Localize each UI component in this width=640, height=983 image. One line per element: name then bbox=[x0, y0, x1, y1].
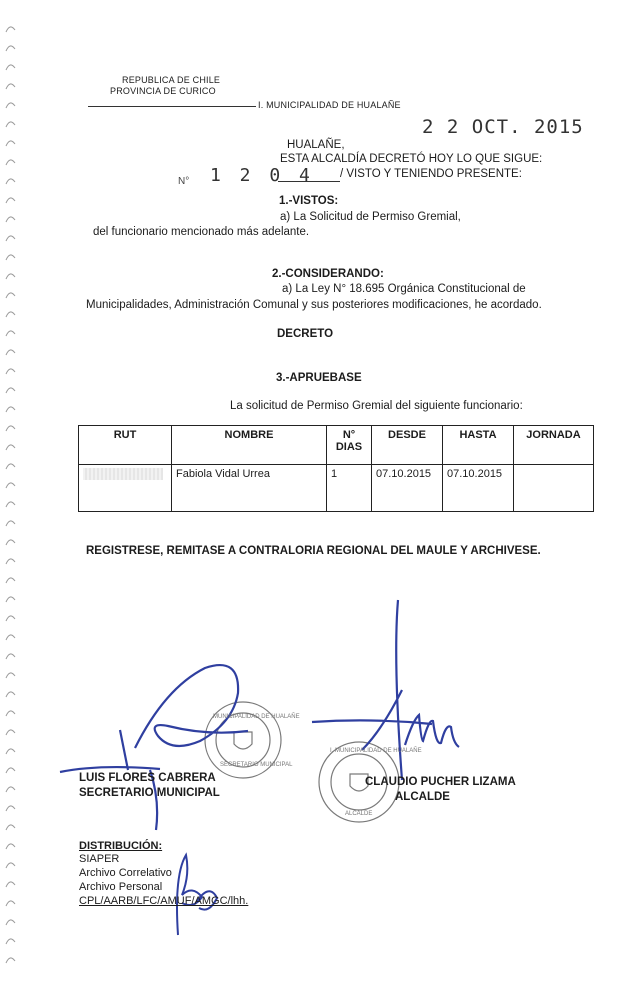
vistos-text-a: a) La Solicitud de Permiso Gremial, bbox=[280, 211, 461, 223]
right-seal-top-text: I. MUNICIPALIDAD DE HUALAÑE bbox=[330, 748, 422, 754]
considerando-text-a: a) La Ley N° 18.695 Orgánica Constitucional de bbox=[282, 283, 526, 295]
left-signatory-name: LUIS FLORES CABRERA bbox=[79, 772, 216, 784]
visto-line: / VISTO Y TENIENDO PRESENTE: bbox=[340, 168, 522, 180]
cell-dias: 1 bbox=[327, 465, 372, 512]
considerando-text-b: Municipalidades, Administración Comunal y sus posteriores modificaciones, he acordado. bbox=[86, 299, 542, 311]
header-municipality: I. MUNICIPALIDAD DE HUALAÑE bbox=[258, 100, 401, 110]
date-stamp: 2 2 OCT. 2015 bbox=[422, 116, 584, 138]
left-signature bbox=[60, 665, 248, 830]
distribution-item: CPL/AARB/LFC/AMUF/AMGC/lhh. bbox=[79, 895, 249, 907]
header-province: PROVINCIA DE CURICO bbox=[110, 86, 216, 96]
right-seal-bottom-text: ALCALDE bbox=[345, 811, 373, 817]
col-header-rut: RUT bbox=[79, 426, 172, 465]
cell-nombre: Fabiola Vidal Urrea bbox=[172, 465, 327, 512]
left-seal-top-text: MUNICIPALIDAD DE HUALAÑE bbox=[213, 714, 300, 720]
vistos-heading: 1.-VISTOS: bbox=[279, 195, 339, 207]
decree-number: 1 2 0 4 bbox=[210, 165, 314, 186]
apruebase-heading: 3.-APRUEBASE bbox=[276, 372, 362, 384]
distribution-item: SIAPER bbox=[79, 853, 120, 865]
closing-statement: REGISTRESE, REMITASE A CONTRALORIA REGIONAL DEL MAULE Y ARCHIVESE. bbox=[86, 545, 541, 557]
vistos-text-b: del funcionario mencionado más adelante. bbox=[93, 226, 310, 238]
right-signatory-title: ALCALDE bbox=[395, 791, 450, 803]
distribution-title: DISTRIBUCIÓN: bbox=[79, 840, 163, 852]
header-republic: REPUBLICA DE CHILE bbox=[122, 75, 221, 85]
left-signatory-title: SECRETARIO MUNICIPAL bbox=[79, 787, 220, 799]
col-header-jornada: JORNADA bbox=[514, 426, 594, 465]
distribution-item: Archivo Correlativo bbox=[79, 867, 172, 879]
col-header-nombre: NOMBRE bbox=[172, 426, 327, 465]
decree-intro: ESTA ALCALDÍA DECRETÓ HOY LO QUE SIGUE: bbox=[280, 153, 543, 165]
distribution-item: Archivo Personal bbox=[79, 881, 163, 893]
right-signatory-name: CLAUDIO PUCHER LIZAMA bbox=[365, 776, 516, 788]
apruebase-text: La solicitud de Permiso Gremial del siguiente funcionario: bbox=[230, 400, 523, 412]
left-seal-bottom-text: SECRETARIO MUNICIPAL bbox=[220, 762, 293, 768]
considerando-heading: 2.-CONSIDERANDO: bbox=[272, 268, 384, 280]
cell-hasta: 07.10.2015 bbox=[443, 465, 514, 512]
decree-number-prefix: N° bbox=[178, 176, 190, 187]
col-header-hasta: HASTA bbox=[443, 426, 514, 465]
decreto-label: DECRETO bbox=[277, 328, 334, 340]
col-header-desde: DESDE bbox=[372, 426, 443, 465]
col-header-dias: N° DIAS bbox=[327, 426, 372, 465]
place-label: HUALAÑE, bbox=[287, 139, 345, 151]
cell-desde: 07.10.2015 bbox=[372, 465, 443, 512]
